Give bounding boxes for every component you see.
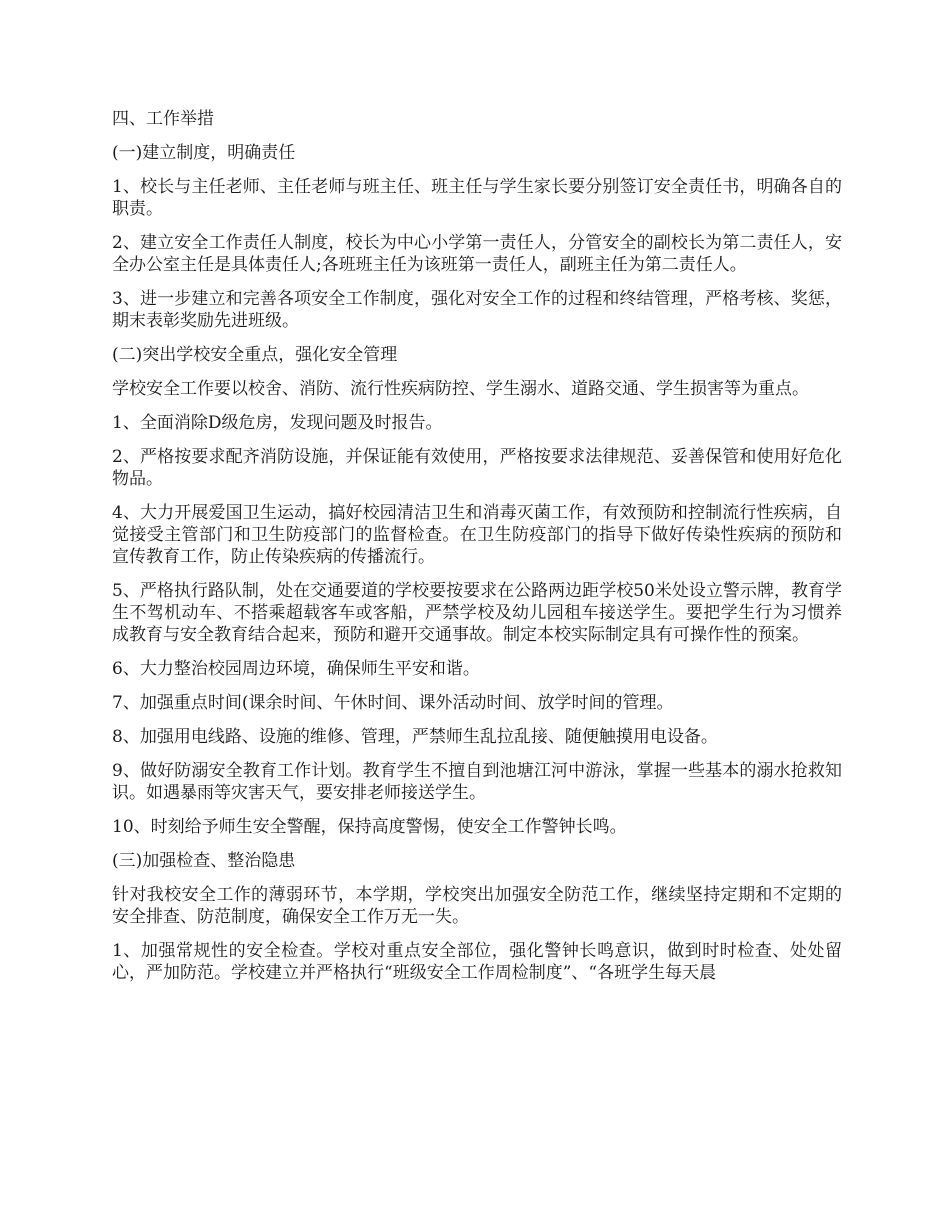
subsection-heading: (三)加强检查、整治隐患 [112, 851, 296, 871]
document-page [112, 108, 842, 996]
body-paragraph: 针对我校安全工作的薄弱环节，本学期，学校突出加强安全防范工作，继续坚持定期和不定期的安全排查、防范制度，确保安全工作万无一失。 [112, 885, 842, 927]
section-heading: 四、工作举措 [112, 109, 214, 129]
body-paragraph: 9、做好防溺安全教育工作计划。教育学生不擅自到池塘江河中游泳，掌握一些基本的溺水抢救知识。如遇暴雨等灾害天气，要安排老师接送学生。 [112, 761, 842, 803]
body-paragraph: 3、进一步建立和完善各项安全工作制度，强化对安全工作的过程和终结管理，严格考核、奖惩，期末表彰奖励先进班级。 [112, 289, 842, 331]
body-paragraph: 6、大力整治校园周边环境，确保师生平安和谐。 [112, 659, 480, 679]
body-paragraph: 7、加强重点时间(课余时间、午休时间、课外活动时间、放学时间的管理。 [112, 693, 674, 713]
body-paragraph: 8、加强用电线路、设施的维修、管理，严禁师生乱拉乱接、随便触摸用电设备。 [112, 727, 718, 747]
body-paragraph: 1、校长与主任老师、主任老师与班主任、班主任与学生家长要分别签订安全责任书，明确各自的职责。 [112, 177, 842, 219]
subsection-heading: (一)建立制度，明确责任 [112, 143, 296, 163]
body-paragraph: 2、严格按要求配齐消防设施，并保证能有效使用，严格按要求法律规范、妥善保管和使用好危化物品。 [112, 447, 842, 489]
body-paragraph: 1、加强常规性的安全检查。学校对重点安全部位，强化警钟长鸣意识，做到时时检查、处处留心，严加防范。学校建立并严格执行“班级安全工作周检制度”、“各班学生每天晨 [112, 941, 842, 983]
body-paragraph: 4、大力开展爱国卫生运动，搞好校园清洁卫生和消毒灭菌工作，有效预防和控制流行性疾病，自觉接受主管部门和卫生防疫部门的监督检查。在卫生防疫部门的指导下做好传染性疾病的预防和宣传教育工作，防止传染疾病的传播流行。 [112, 503, 842, 567]
body-paragraph: 1、全面消除D级危房，发现问题及时报告。 [112, 413, 443, 433]
body-paragraph: 2、建立安全工作责任人制度，校长为中心小学第一责任人，分管安全的副校长为第二责任人，安全办公室主任是具体责任人;各班班主任为该班第一责任人，副班主任为第二责任人。 [112, 233, 842, 275]
subsection-heading: (二)突出学校安全重点，强化安全管理 [112, 345, 398, 365]
body-paragraph: 5、严格执行路队制，处在交通要道的学校要按要求在公路两边距学校50米处设立警示牌，教育学生不驾机动车、不搭乘超载客车或客船，严禁学校及幼儿园租车接送学生。要把学生行为习惯养成教育与安全教育结合起来，预防和避开交通事故。制定本校实际制定具有可操作性的预案。 [112, 581, 842, 645]
body-paragraph: 10、时刻给予师生安全警醒，保持高度警惕，使安全工作警钟长鸣。 [112, 817, 627, 837]
body-paragraph: 学校安全工作要以校舍、消防、流行性疾病防控、学生溺水、道路交通、学生损害等为重点。 [112, 379, 809, 399]
